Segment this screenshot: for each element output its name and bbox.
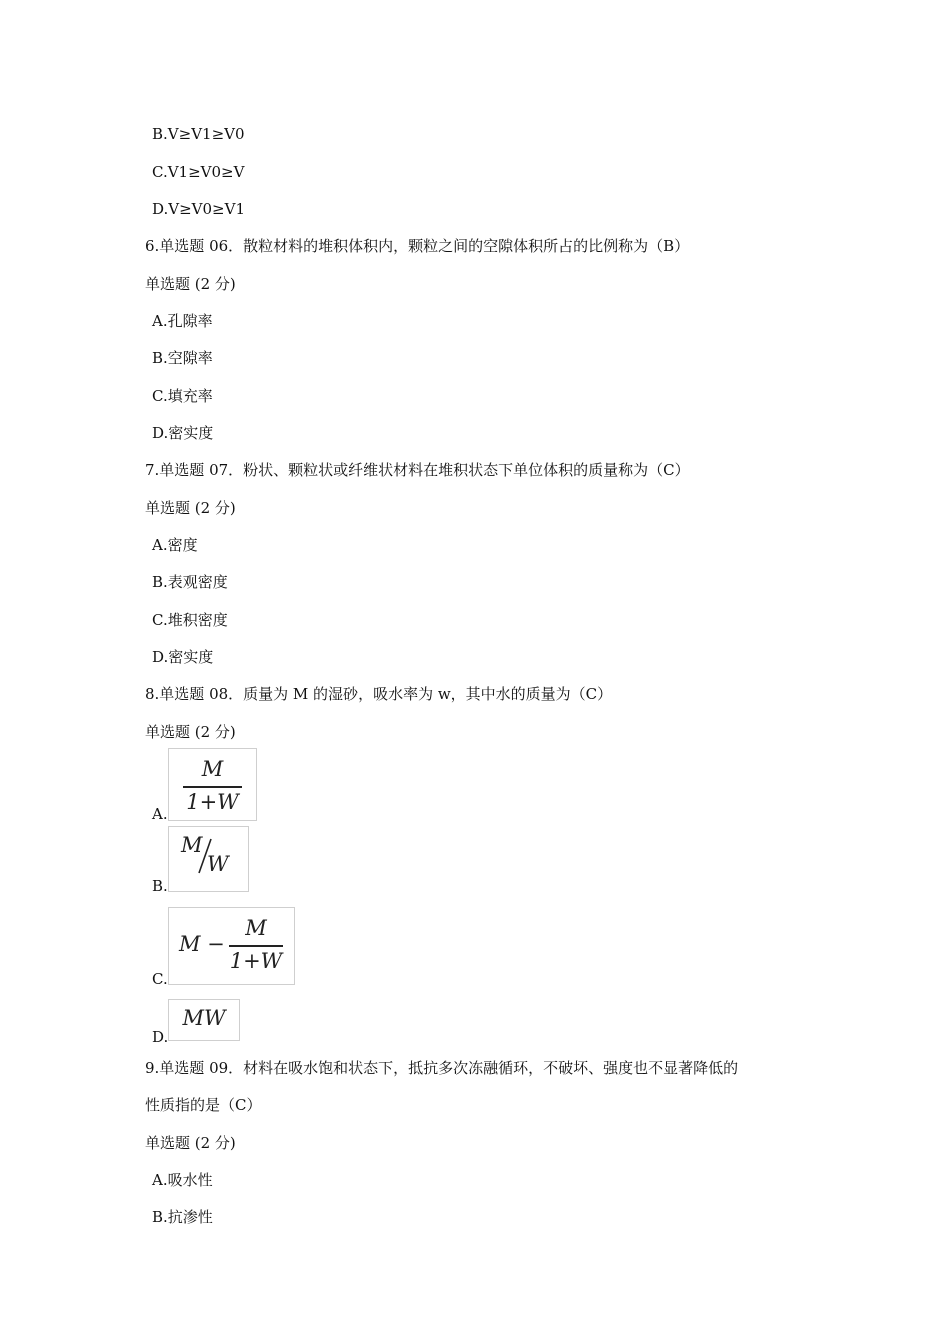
- formula-a-fraction-bar: [183, 786, 242, 788]
- prev-option-c: C.V1≥V0≥V: [152, 163, 245, 181]
- formula-c-numerator: M: [245, 916, 267, 940]
- question-8-option-b-label: B.: [152, 877, 168, 895]
- question-6-option-c: C.填充率: [152, 387, 213, 405]
- question-9-option-a: A.吸水性: [152, 1171, 213, 1189]
- prev-option-d: D.V≥V0≥V1: [152, 200, 245, 218]
- question-8-title: 8.单选题 08．质量为 M 的湿砂，吸水率为 w，其中水的质量为（C）: [145, 685, 613, 703]
- question-9-title-line2: 性质指的是（C）: [145, 1096, 262, 1114]
- question-6-option-d: D.密实度: [152, 424, 214, 442]
- question-6-meta: 单选题 (2 分): [145, 275, 236, 293]
- question-7-option-d: D.密实度: [152, 648, 214, 666]
- question-7-option-b: B.表观密度: [152, 573, 228, 591]
- prev-option-b: B.V≥V1≥V0: [152, 125, 245, 143]
- question-7-option-c: C.堆积密度: [152, 611, 228, 629]
- question-8-option-c-label: C.: [152, 970, 168, 988]
- question-9-option-b: B.抗渗性: [152, 1208, 213, 1226]
- formula-a-numerator: M: [201, 757, 224, 781]
- formula-b-numerator: M: [181, 833, 203, 857]
- question-7-title: 7.单选题 07．粉状、颗粒状或纤维状材料在堆积状态下单位体积的质量称为（C）: [145, 461, 690, 479]
- formula-d-expression: MW: [182, 1006, 226, 1030]
- formula-c-fraction-bar: [229, 945, 283, 947]
- question-6-title: 6.单选题 06．散粒材料的堆积体积内，颗粒之间的空隙体积所占的比例称为（B）: [145, 237, 690, 255]
- question-7-meta: 单选题 (2 分): [145, 499, 236, 517]
- formula-a-image: [168, 748, 257, 821]
- question-9-title-line1: 9.单选题 09．材料在吸水饱和状态下，抵抗多次冻融循环，不破坏、强度也不显著降低的: [145, 1059, 739, 1077]
- question-8-meta: 单选题 (2 分): [145, 723, 236, 741]
- question-8-option-d-label: D.: [152, 1028, 169, 1046]
- question-6-option-a: A.孔隙率: [152, 312, 213, 330]
- formula-b-denominator: W: [207, 852, 229, 876]
- formula-c-lead: M −: [179, 932, 225, 956]
- formula-b-image: [168, 826, 249, 892]
- question-9-meta: 单选题 (2 分): [145, 1134, 236, 1152]
- question-8-option-a-label: A.: [152, 805, 168, 823]
- formula-d-image: [168, 999, 240, 1041]
- formula-a-denominator: 1+W: [186, 790, 239, 814]
- formula-c-denominator: 1+W: [229, 949, 283, 973]
- question-6-option-b: B.空隙率: [152, 349, 213, 367]
- formula-c-image: [168, 907, 295, 985]
- question-7-option-a: A.密度: [152, 536, 198, 554]
